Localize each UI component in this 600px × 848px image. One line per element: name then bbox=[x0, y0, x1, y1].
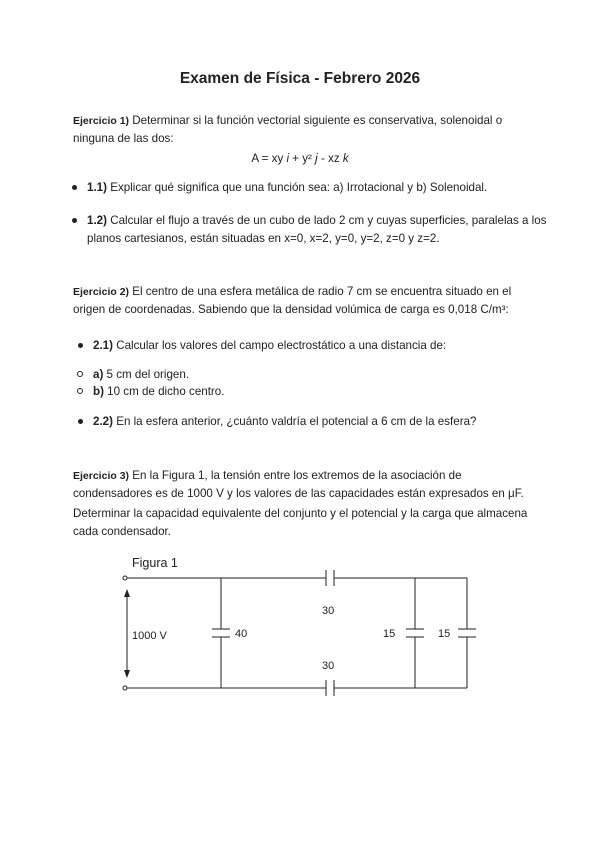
item-number: 2.1) bbox=[93, 339, 113, 352]
item-text: Calcular el flujo a través de un cubo de lado 2 cm y cuyas superficies, paralelas a los planos cartesianos, están situadas en x=0, x=2, y=0, y=2, z=0 y z=2. bbox=[87, 214, 547, 245]
capacitor-right2-label: 15 bbox=[438, 628, 451, 640]
item-text: 5 cm del origen. bbox=[103, 368, 190, 381]
voltage-label: 1000 V bbox=[132, 630, 167, 642]
terminal-bottom bbox=[123, 686, 127, 690]
formula-part: + y² bbox=[289, 152, 316, 165]
item-number: 2.2) bbox=[93, 415, 113, 428]
item-number: a) bbox=[93, 368, 104, 381]
exercise-2-label: Ejercicio 2) bbox=[73, 286, 130, 298]
page-title: Examen de Física - Febrero 2026 bbox=[179, 70, 421, 87]
formula-part: - xz bbox=[317, 152, 343, 165]
item-text: Calcular los valores del campo electrostático a una distancia de: bbox=[112, 339, 447, 352]
capacitor-right1-label: 15 bbox=[383, 628, 396, 640]
item-text: 10 cm de dicho centro. bbox=[103, 385, 225, 398]
arrow-up-icon bbox=[124, 589, 130, 597]
figure-title: Figura 1 bbox=[132, 556, 178, 570]
item-number: 1.2) bbox=[87, 214, 107, 227]
exercise-3-label: Ejercicio 3) bbox=[73, 470, 130, 482]
unit-vector-i: i bbox=[286, 152, 290, 165]
item-text: En la esfera anterior, ¿cuánto valdría el potencial a 6 cm de la esfera? bbox=[112, 415, 477, 428]
capacitor-top-label: 30 bbox=[322, 605, 335, 617]
exercise-2-text: El centro de una esfera metálica de radio 7 cm se encuentra situado en el origen de coordenadas. Sabiendo que la densidad volúmica de carga es 0,018 C/m³: bbox=[73, 285, 512, 316]
item-number: 1.1) bbox=[87, 181, 107, 194]
formula-part: A = xy bbox=[251, 152, 287, 165]
arrow-down-icon bbox=[124, 670, 130, 678]
capacitor-bottom-label: 30 bbox=[322, 660, 335, 672]
unit-vector-k: k bbox=[342, 152, 349, 165]
terminal-top bbox=[123, 576, 127, 580]
capacitor-left-label: 40 bbox=[235, 628, 248, 640]
item-number: b) bbox=[93, 385, 104, 398]
exercise-1-label: Ejercicio 1) bbox=[73, 115, 130, 127]
exercise-3-question: Determinar la capacidad equivalente del conjunto y el potencial y la carga que almacena cada condensador. bbox=[73, 507, 528, 538]
item-text: Explicar qué significa que una función sea: a) Irrotacional y b) Solenoidal. bbox=[106, 181, 488, 194]
exercise-1-text: Determinar si la función vectorial siguiente es conservativa, solenoidal o ninguna de las dos: bbox=[73, 114, 503, 145]
exercise-3-text: En la Figura 1, la tensión entre los extremos de la asociación de condensadores es de 1000 V y los valores de las capacidades están expresados en μF. bbox=[73, 469, 524, 500]
unit-vector-j: j bbox=[315, 152, 318, 165]
